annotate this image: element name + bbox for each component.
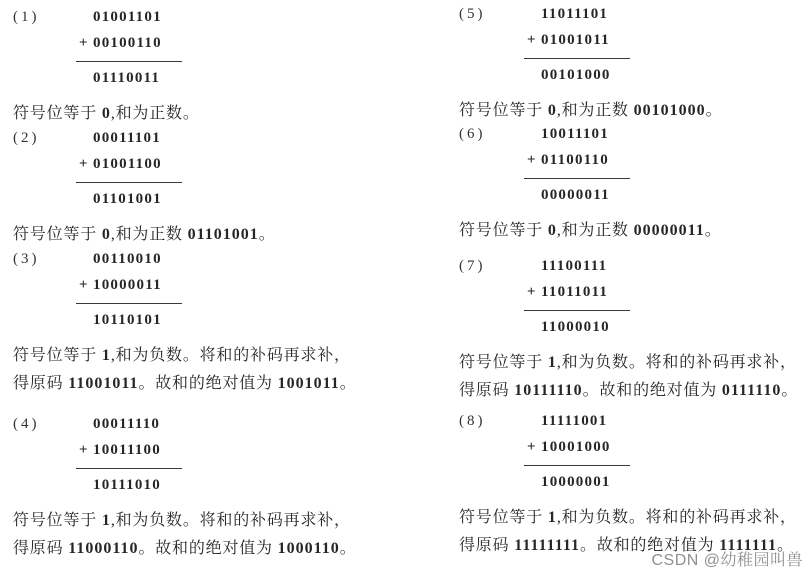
problem-6	[459, 124, 809, 274]
sum-rule-line	[524, 178, 630, 179]
watermark: CSDN @幼稚园叫兽	[651, 552, 803, 569]
operand-bottom: 01001011	[541, 32, 610, 48]
sum-rule-line	[76, 303, 182, 304]
sum-result: 10110101	[93, 312, 162, 328]
plus-sign: +	[527, 284, 536, 300]
operand-top: 11011101	[541, 6, 609, 22]
problem-label: (2)	[13, 130, 40, 146]
problem-label: (3)	[13, 251, 40, 267]
problem-7	[459, 256, 809, 406]
operand-bottom: 00100110	[93, 35, 162, 51]
plus-sign: +	[79, 156, 88, 172]
note-line: 得原码 11001011。故和的绝对值为 1001011。	[13, 375, 357, 392]
sum-rule-line	[524, 465, 630, 466]
operand-top: 01001101	[93, 9, 162, 25]
note-line: 得原码 10111110。故和的绝对值为 0111110。	[459, 382, 799, 399]
problem-label: (1)	[13, 9, 40, 25]
operand-top: 10011101	[541, 126, 609, 142]
sum-rule-line	[76, 182, 182, 183]
problem-label: (7)	[459, 258, 486, 274]
note-line: 符号位等于 1,和为负数。将和的补码再求补，	[13, 512, 351, 529]
operand-top: 11111001	[541, 413, 608, 429]
operand-bottom: 01100110	[541, 152, 609, 168]
sum-result: 11000010	[541, 319, 610, 335]
note-line: 符号位等于 1,和为负数。将和的补码再求补，	[459, 354, 797, 371]
plus-sign: +	[527, 439, 536, 455]
sum-rule-line	[76, 468, 182, 469]
operand-bottom: 01001100	[93, 156, 162, 172]
problem-label: (6)	[459, 126, 486, 142]
sum-result: 10000001	[541, 474, 611, 490]
sum-result: 01110011	[93, 70, 161, 86]
note-line: 符号位等于 1,和为负数。将和的补码再求补，	[13, 347, 351, 364]
problem-label: (8)	[459, 413, 486, 429]
plus-sign: +	[79, 442, 88, 458]
plus-sign: +	[79, 35, 88, 51]
sum-rule-line	[524, 310, 630, 311]
note-line: 符号位等于 0,和为正数。	[13, 105, 200, 122]
note-line: 得原码 11111111。故和的绝对值为 1111111。	[459, 537, 794, 554]
problem-4	[13, 414, 363, 564]
operand-bottom: 11011011	[541, 284, 609, 300]
sum-rule-line	[76, 61, 182, 62]
note-line: 符号位等于 0,和为正数 00101000。	[459, 102, 723, 119]
operand-top: 00011101	[93, 130, 161, 146]
sum-result: 00000011	[541, 187, 610, 203]
sum-result: 00101000	[541, 67, 611, 83]
note-line: 得原码 11000110。故和的绝对值为 1000110。	[13, 540, 357, 557]
note-line: 符号位等于 0,和为正数 01101001。	[13, 226, 276, 243]
operand-top: 11100111	[541, 258, 608, 274]
problem-8	[459, 411, 809, 561]
problem-3	[13, 249, 363, 399]
note-line: 符号位等于 0,和为正数 00000011。	[459, 222, 722, 239]
operand-bottom: 10000011	[93, 277, 162, 293]
plus-sign: +	[527, 32, 536, 48]
operand-top: 00110010	[93, 251, 162, 267]
operand-bottom: 10001000	[541, 439, 611, 455]
sum-rule-line	[524, 58, 630, 59]
problem-label: (5)	[459, 6, 486, 22]
sum-result: 01101001	[93, 191, 162, 207]
sum-result: 10111010	[93, 477, 161, 493]
plus-sign: +	[527, 152, 536, 168]
plus-sign: +	[79, 277, 88, 293]
note-line: 符号位等于 1,和为负数。将和的补码再求补，	[459, 509, 797, 526]
operand-bottom: 10011100	[93, 442, 161, 458]
operand-top: 00011110	[93, 416, 161, 432]
problem-label: (4)	[13, 416, 40, 432]
